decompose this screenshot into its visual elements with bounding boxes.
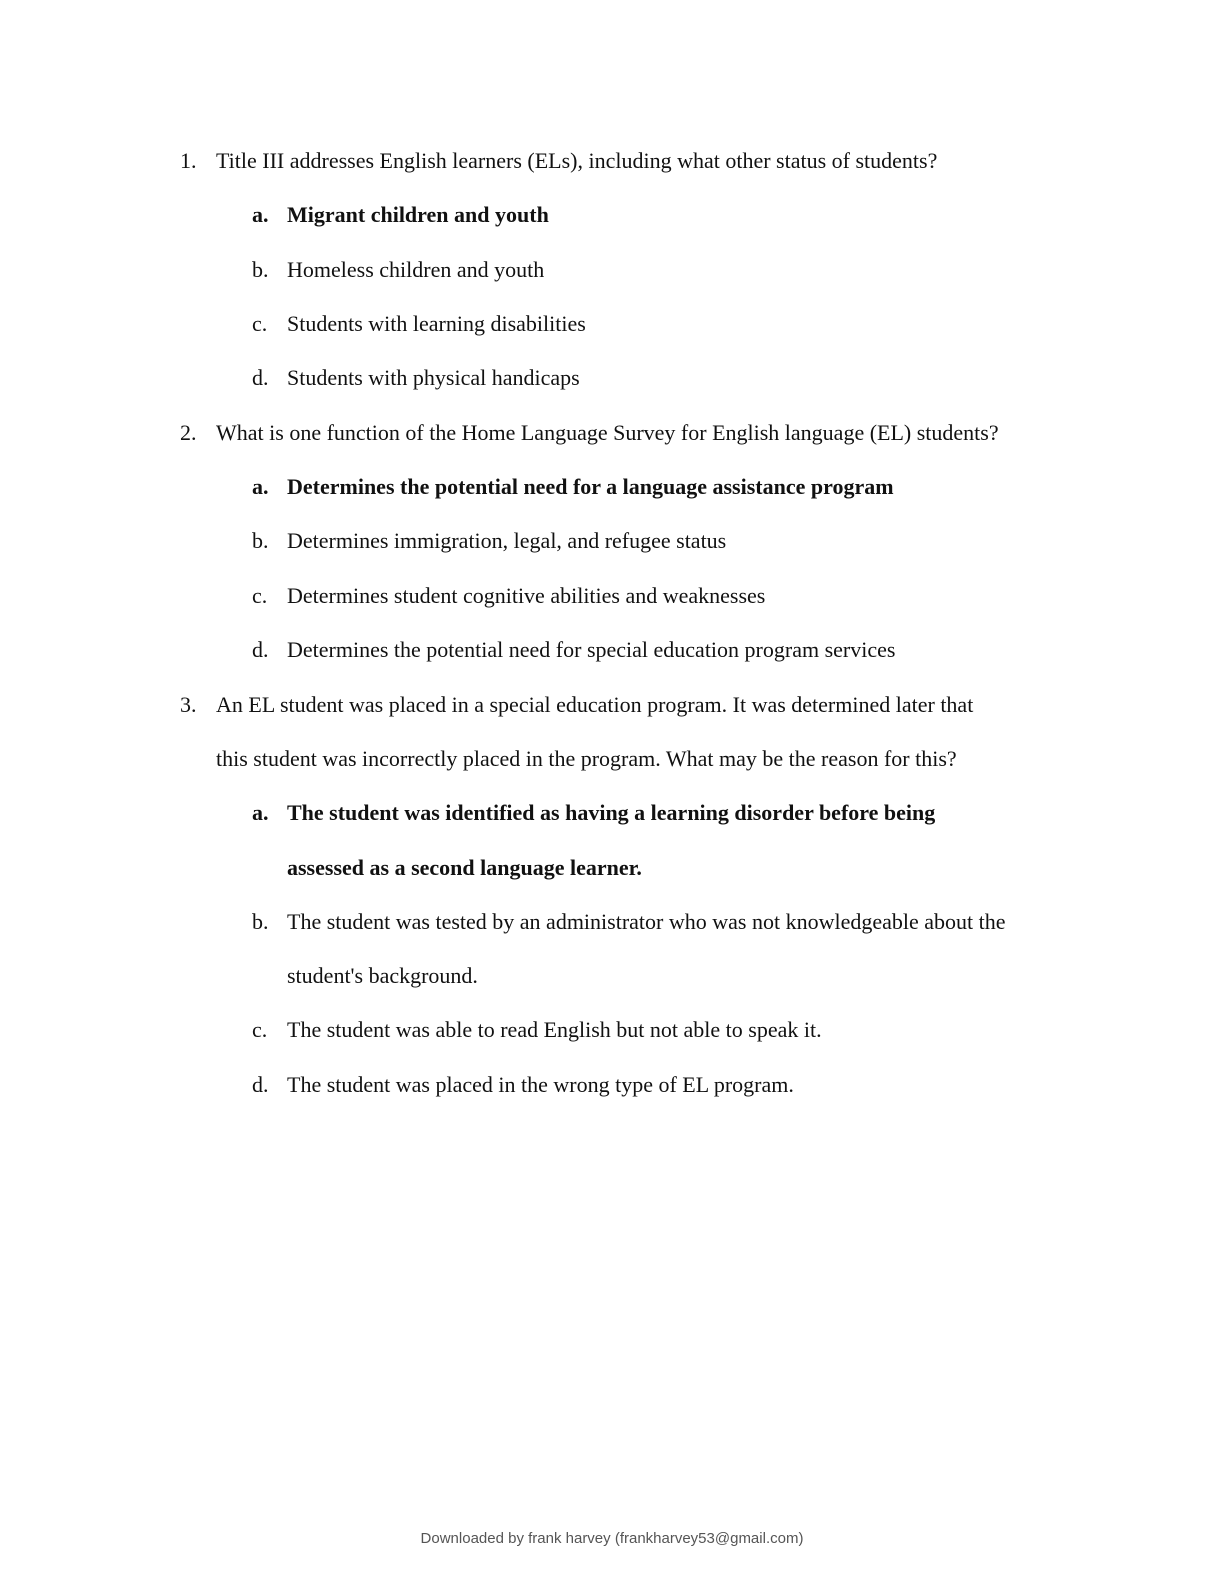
option-letter: d. (252, 365, 269, 390)
option-text-correct: Migrant children and youth (287, 202, 549, 227)
option-text: Students with physical handicaps (287, 365, 580, 390)
question-text: Title III addresses English learners (ELs), including what other status of students? (216, 148, 938, 173)
option-letter: d. (252, 1072, 269, 1097)
question-text: What is one function of the Home Language Survey for English language (EL) students? (216, 420, 999, 445)
option-letter: a. (252, 202, 269, 227)
question-number: 1. (180, 148, 197, 173)
option-text: Determines immigration, legal, and refugee status (287, 528, 727, 553)
option-letter: a. (252, 800, 269, 825)
option-letter: c. (252, 583, 268, 608)
question-text: An EL student was placed in a special education program. It was determined later that (216, 692, 974, 717)
option-text-correct-continued: assessed as a second language learner. (287, 855, 642, 880)
option-letter: c. (252, 1017, 268, 1042)
option-text: The student was tested by an administrator who was not knowledgeable about the (287, 909, 1006, 934)
option-text: The student was able to read English but not able to speak it. (287, 1017, 822, 1042)
option-letter: c. (252, 311, 268, 336)
question-number: 3. (180, 692, 197, 717)
question-number: 2. (180, 420, 197, 445)
option-letter: b. (252, 528, 269, 553)
option-letter: d. (252, 637, 269, 662)
option-text: Determines student cognitive abilities and weaknesses (287, 583, 766, 608)
option-text-correct: Determines the potential need for a language assistance program (287, 474, 894, 499)
option-letter: a. (252, 474, 269, 499)
option-text-continued: student's background. (287, 963, 478, 988)
question-text-continued: this student was incorrectly placed in the program. What may be the reason for this? (216, 746, 957, 771)
option-text: Determines the potential need for special education program services (287, 637, 896, 662)
option-text-correct: The student was identified as having a learning disorder before being (287, 800, 936, 825)
option-text: Homeless children and youth (287, 257, 545, 282)
option-letter: b. (252, 257, 269, 282)
option-letter: b. (252, 909, 269, 934)
option-text: The student was placed in the wrong type of EL program. (287, 1072, 794, 1097)
download-footer: Downloaded by frank harvey (frankharvey53@gmail.com) (420, 1530, 804, 1547)
option-text: Students with learning disabilities (287, 311, 586, 336)
